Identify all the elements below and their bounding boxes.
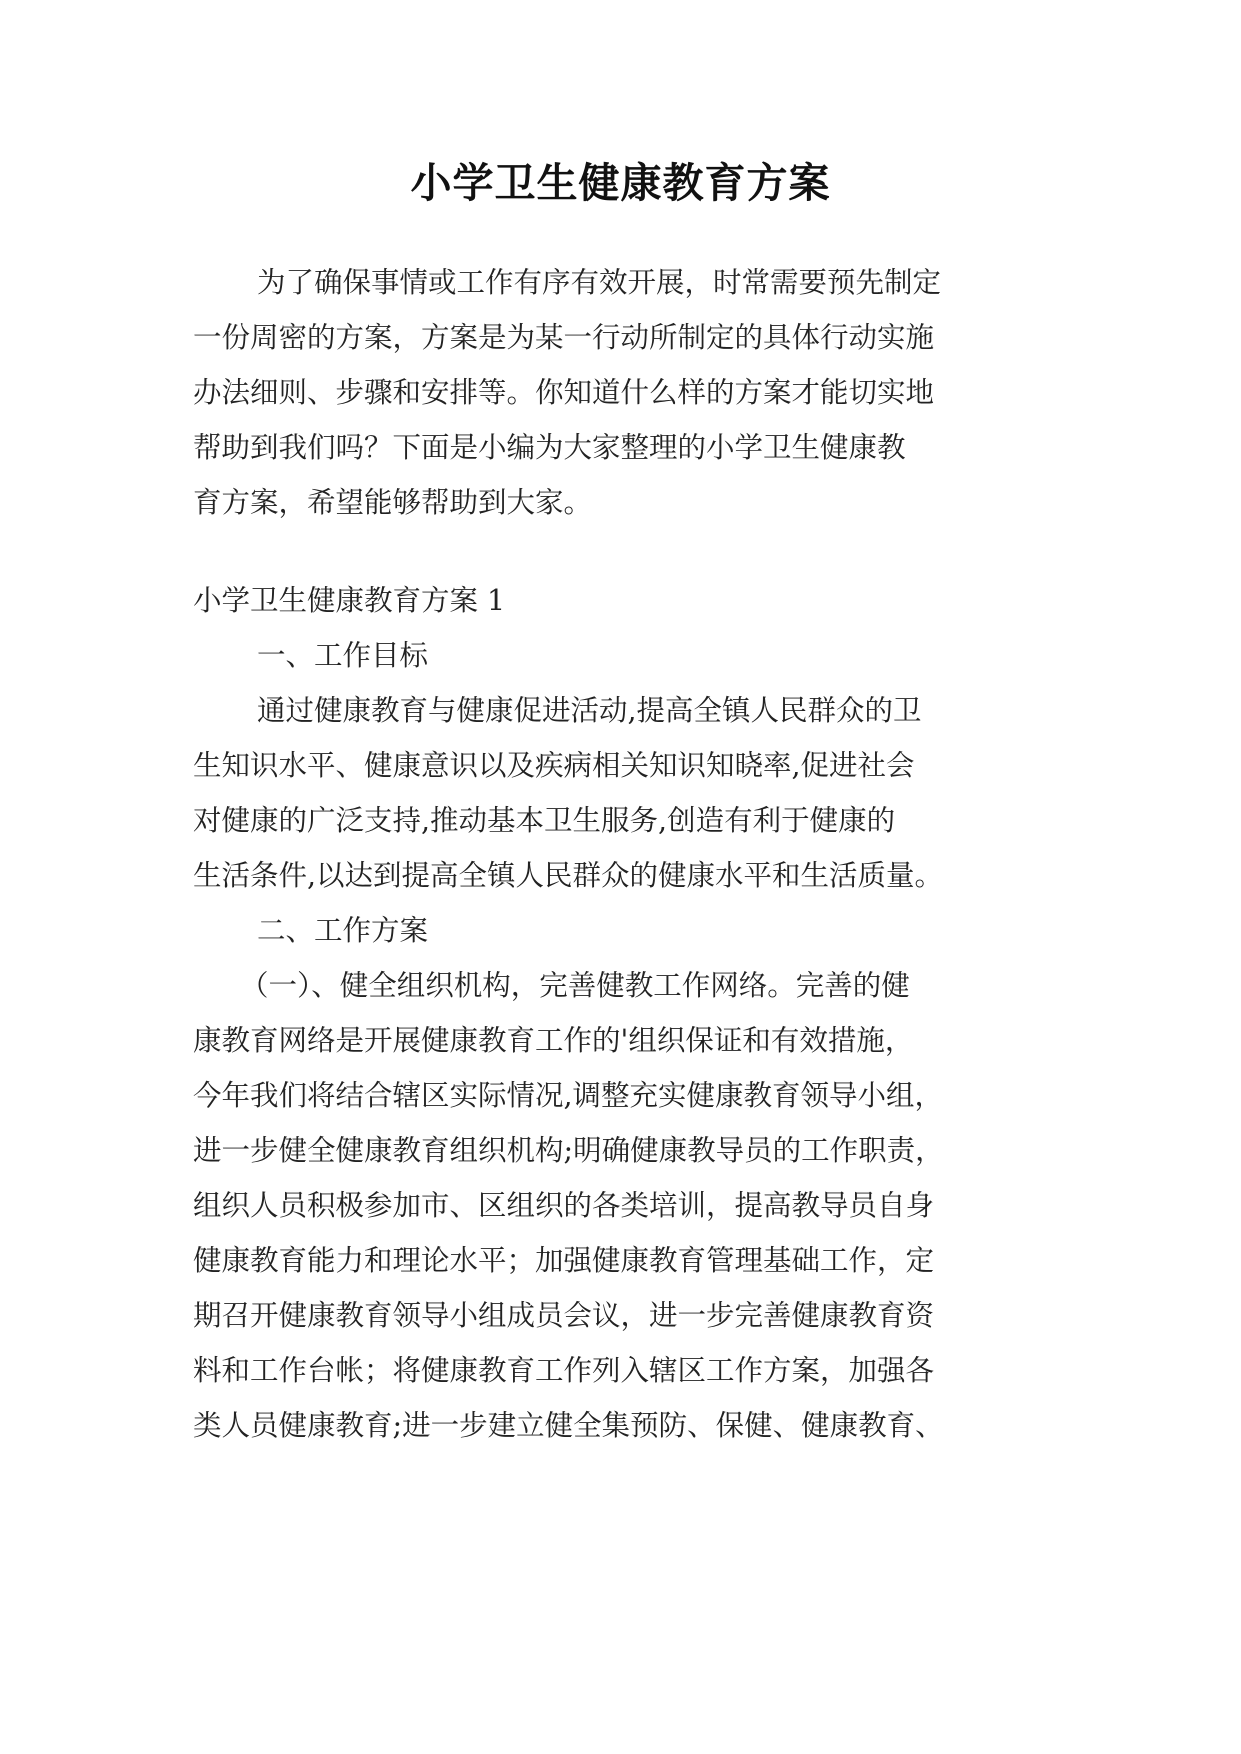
paragraph-line: 期召开健康教育领导小组成员会议，进一步完善健康教育资: [193, 1299, 935, 1332]
paragraph-line: 今年我们将结合辖区实际情况,调整充实健康教育领导小组，: [193, 1079, 944, 1112]
paragraph-line: 生活条件,以达到提高全镇人民群众的健康水平和生活质量。: [193, 859, 944, 892]
paragraph-line: 类人员健康教育;进一步建立健全集预防、保健、健康教育、: [193, 1409, 944, 1442]
paragraph-line: 帮助到我们吗？下面是小编为大家整理的小学卫生健康教: [193, 431, 906, 464]
section-heading: 小学卫生健康教育方案 1: [193, 584, 506, 617]
paragraph-line: 进一步健全健康教育组织机构;明确健康教导员的工作职责，: [193, 1134, 944, 1167]
paragraph-line: 通过健康教育与健康促进活动,提高全镇人民群众的卫: [257, 694, 922, 727]
paragraph-line: 健康教育能力和理论水平；加强健康教育管理基础工作，定: [193, 1244, 935, 1277]
subsection-heading: 二、工作方案: [257, 914, 429, 947]
paragraph-line: 对健康的广泛支持,推动基本卫生服务,创造有利于健康的: [193, 804, 896, 837]
paragraph-line: 办法细则、步骤和安排等。你知道什么样的方案才能切实地: [193, 376, 935, 409]
paragraph-line: 康教育网络是开展健康教育工作的'组织保证和有效措施，: [193, 1024, 914, 1057]
paragraph-line: 育方案，希望能够帮助到大家。: [193, 486, 593, 519]
document-title: 小学卫生健康教育方案: [410, 159, 831, 207]
subsection-heading: 一、工作目标: [257, 639, 429, 672]
paragraph-line: 生知识水平、健康意识以及疾病相关知识知晓率,促进社会: [193, 749, 915, 782]
paragraph-line: 一份周密的方案，方案是为某一行动所制定的具体行动实施: [193, 321, 935, 354]
paragraph-line: 料和工作台帐；将健康教育工作列入辖区工作方案，加强各: [193, 1354, 935, 1387]
paragraph-line: 为了确保事情或工作有序有效开展，时常需要预先制定: [257, 266, 942, 299]
paragraph-line: 组织人员积极参加市、区组织的各类培训，提高教导员自身: [193, 1189, 935, 1222]
paragraph-line: （一）、健全组织机构，完善健教工作网络。完善的健: [240, 969, 910, 1002]
